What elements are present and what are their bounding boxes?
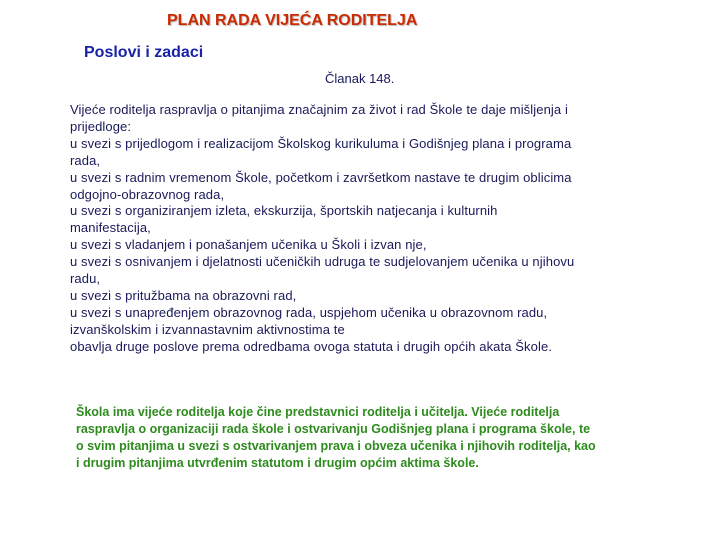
- body-line: rada,: [70, 152, 101, 168]
- body-line: u svezi s vladanjem i ponašanjem učenika u Školi i izvan nje,: [70, 237, 427, 253]
- article-number: Članak 148.: [325, 71, 395, 86]
- note-paragraph: [76, 404, 676, 472]
- page-title: PLAN RADA VIJEĆA RODITELJA: [167, 12, 418, 29]
- body-line: u svezi s organiziranjem izleta, ekskurzija, športskih natjecanja i kulturnih: [70, 203, 498, 219]
- body-line: odgojno-obrazovnog rada,: [70, 186, 225, 202]
- body-line: manifestacija,: [70, 220, 151, 236]
- note-line: o svim pitanjima u svezi s ostvarivanjem prava i obveza učenika i njihovih roditelja, kao: [76, 439, 596, 453]
- body-line: Vijeće roditelja raspravlja o pitanjima značajnim za život i rad Škole te daje mišljenja i: [70, 102, 568, 117]
- body-line: prijedloge:: [70, 118, 132, 134]
- note-line: raspravlja o organizaciji rada škole i ostvarivanju Godišnjeg plana i programa škole, te: [76, 422, 591, 436]
- body-line: radu,: [70, 271, 101, 287]
- article-body: [70, 102, 670, 356]
- body-line: u svezi s prijedlogom i realizacijom Školskog kurikuluma i Godišnjeg plana i programa: [70, 135, 572, 151]
- body-line: u svezi s pritužbama na obrazovni rad,: [70, 287, 297, 303]
- body-line: u svezi s radnim vremenom Škole, početkom i završetkom nastave te drugim oblicima: [70, 169, 572, 185]
- body-line: izvanškolskim i izvannastavnim aktivnostima te: [70, 321, 345, 337]
- body-line: u svezi s osnivanjem i djelatnosti učeničkih udruga te sudjelovanjem učenika u njihovu: [70, 254, 575, 270]
- section-subtitle: Poslovi i zadaci: [84, 44, 204, 61]
- body-line: obavlja druge poslove prema odredbama ovoga statuta i drugih općih akata Škole.: [70, 338, 552, 354]
- note-line: i drugim pitanjima utvrđenim statutom i drugim općim aktima škole.: [76, 456, 479, 470]
- note-line: Škola ima vijeće roditelja koje čine predstavnici roditelja i učitelja. Vijeće roditelja: [76, 405, 560, 419]
- body-line: u svezi s unapređenjem obrazovnog rada, uspjehom učenika u obrazovnom radu,: [70, 304, 548, 320]
